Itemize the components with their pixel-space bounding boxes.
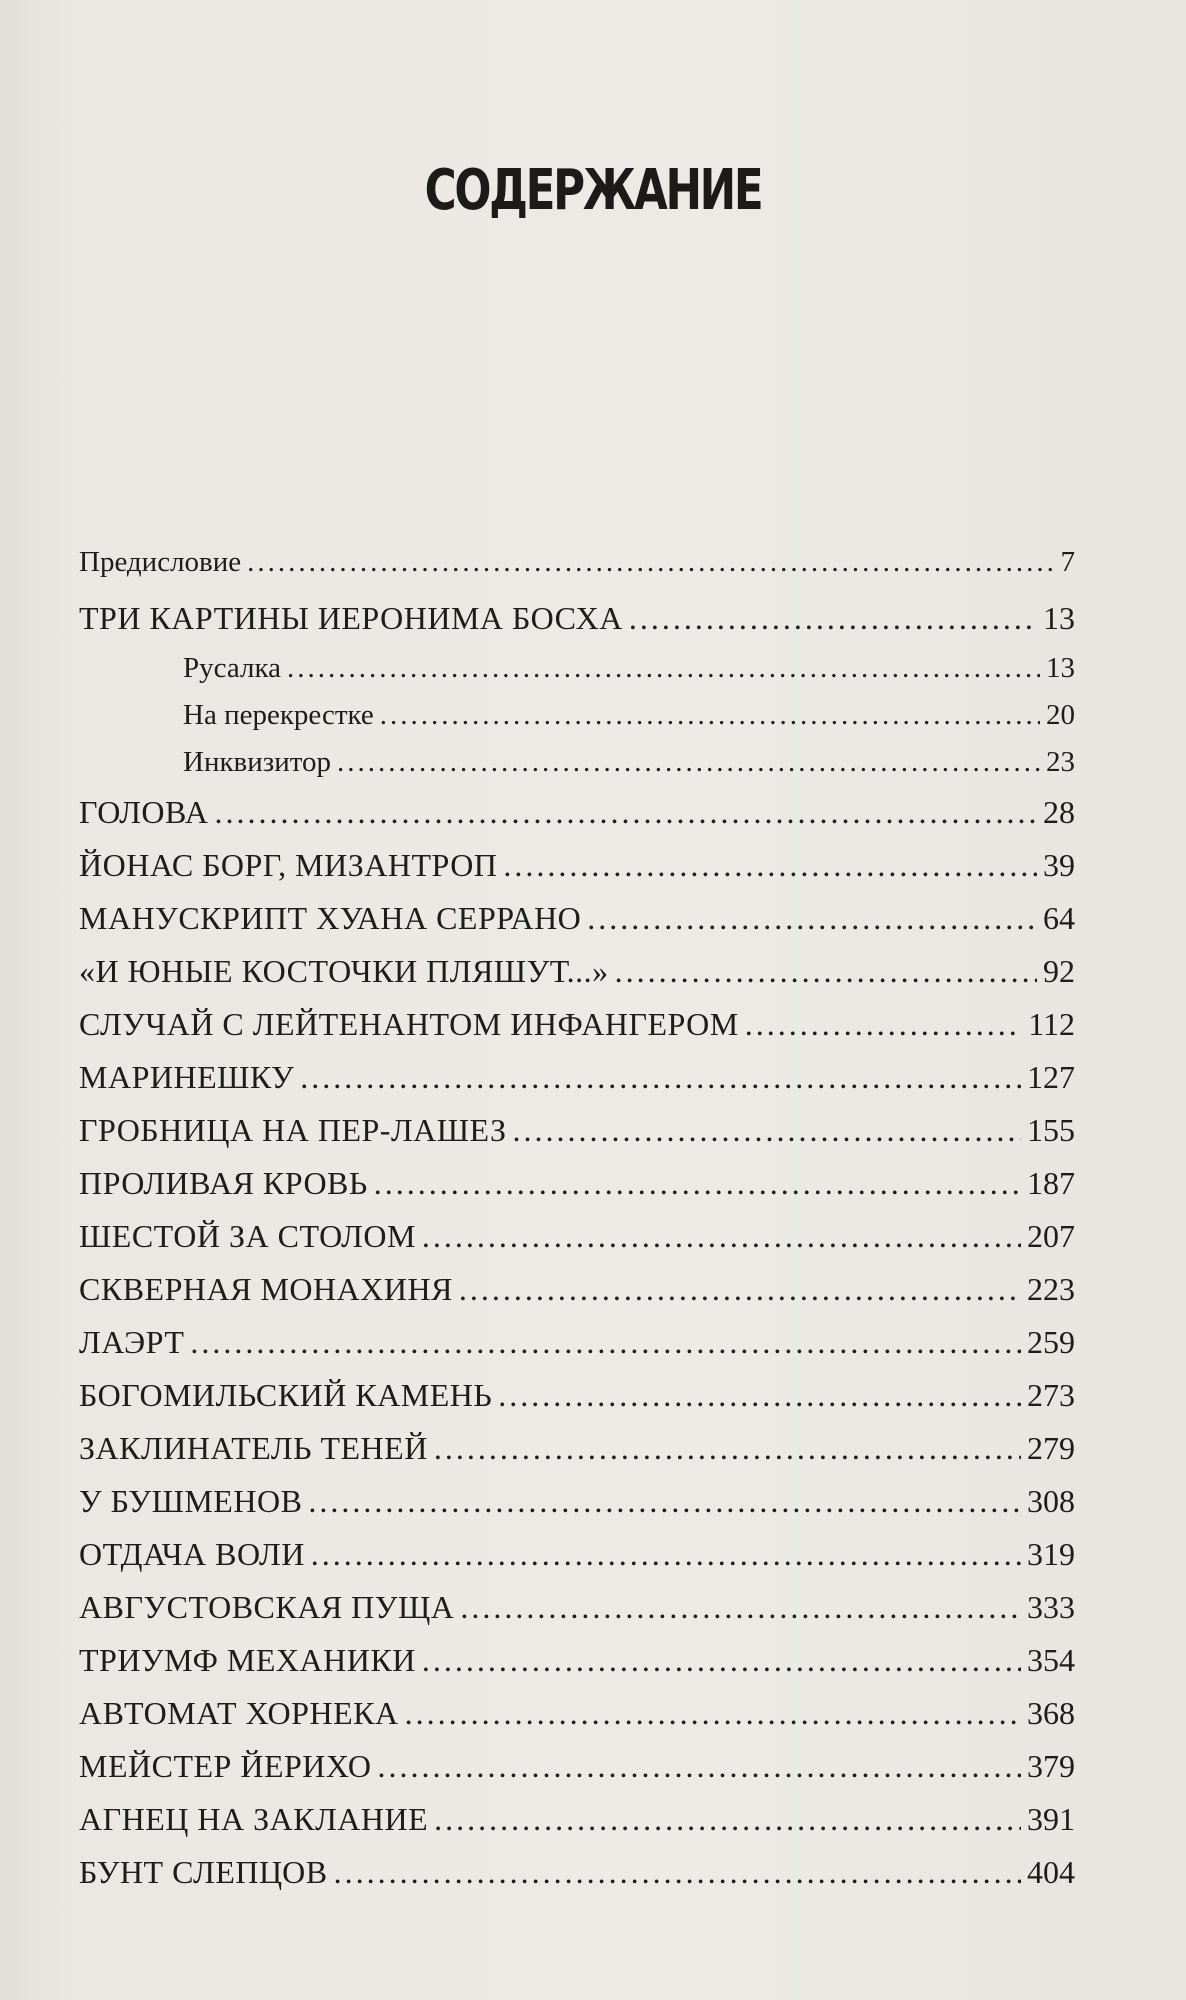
toc-entry bbox=[79, 1157, 1075, 1210]
toc-entry-page: 7 bbox=[1060, 546, 1075, 578]
toc-entry-page: 207 bbox=[1027, 1218, 1075, 1254]
toc-entry-page: 279 bbox=[1027, 1430, 1075, 1466]
toc-entry bbox=[79, 1687, 1075, 1740]
toc-leader-dots bbox=[214, 786, 1037, 839]
toc-entry bbox=[79, 1528, 1075, 1581]
toc-leader-dots bbox=[513, 1104, 1022, 1157]
page-title: СОДЕРЖАНИЕ bbox=[424, 158, 762, 223]
toc-entry-page: 354 bbox=[1027, 1642, 1075, 1678]
toc-entry-label: МАНУСКРИПТ ХУАНА СЕРРАНО bbox=[79, 900, 582, 936]
toc-leader-dots bbox=[460, 1581, 1021, 1634]
toc-entry bbox=[79, 998, 1075, 1051]
toc-entry-label: АГНЕЦ НА ЗАКЛАНИЕ bbox=[79, 1801, 429, 1837]
toc-entry-label: ЛАЭРТ bbox=[79, 1324, 185, 1360]
toc-entry-label: МАРИНЕШКУ bbox=[79, 1059, 295, 1095]
toc-entry-page: 404 bbox=[1027, 1854, 1075, 1890]
toc-entry-page: 187 bbox=[1027, 1165, 1075, 1201]
table-of-contents bbox=[79, 532, 1075, 1899]
toc-leader-dots bbox=[422, 1210, 1021, 1263]
toc-leader-dots bbox=[615, 945, 1037, 998]
toc-leader-dots bbox=[374, 1157, 1021, 1210]
toc-leader-dots bbox=[308, 1475, 1021, 1528]
toc-leader-dots bbox=[503, 839, 1037, 892]
toc-entry-label: У БУШМЕНОВ bbox=[79, 1483, 303, 1519]
toc-leader-dots bbox=[498, 1369, 1021, 1422]
toc-entry-page: 112 bbox=[1028, 1006, 1075, 1042]
toc-entry-label: ТРИУМФ МЕХАНИКИ bbox=[79, 1642, 416, 1678]
toc-entry-page: 368 bbox=[1027, 1695, 1075, 1731]
toc-entry-label: Предисловие bbox=[79, 546, 242, 578]
toc-subentry bbox=[79, 739, 1075, 786]
toc-entry-label: ЗАКЛИНАТЕЛЬ ТЕНЕЙ bbox=[79, 1430, 428, 1466]
toc-entry-page: 379 bbox=[1027, 1748, 1075, 1784]
toc-entry-label: ОТДАЧА ВОЛИ bbox=[79, 1536, 305, 1572]
toc-entry-page: 333 bbox=[1027, 1589, 1075, 1625]
toc-entry bbox=[79, 786, 1075, 839]
toc-entry-label: ТРИ КАРТИНЫ ИЕРОНИМА БОСХА bbox=[79, 600, 623, 636]
toc-entry-page: 127 bbox=[1027, 1059, 1075, 1095]
toc-entry-page: 319 bbox=[1027, 1536, 1075, 1572]
toc-entry bbox=[79, 1369, 1075, 1422]
toc-subentry bbox=[79, 645, 1075, 692]
toc-entry-page: 223 bbox=[1027, 1271, 1075, 1307]
toc-entry-page: 39 bbox=[1043, 847, 1075, 883]
toc-entry-label: ШЕСТОЙ ЗА СТОЛОМ bbox=[79, 1218, 416, 1254]
toc-leader-dots bbox=[311, 1528, 1021, 1581]
toc-leader-dots bbox=[337, 739, 1040, 786]
toc-leader-dots bbox=[587, 892, 1037, 945]
toc-leader-dots bbox=[247, 532, 1054, 592]
toc-leader-dots bbox=[405, 1687, 1021, 1740]
toc-entry-label: АВТОМАТ ХОРНЕКА bbox=[79, 1695, 399, 1731]
toc-entry bbox=[79, 945, 1075, 998]
toc-entry-page: 64 bbox=[1043, 900, 1075, 936]
toc-entry-page: 308 bbox=[1027, 1483, 1075, 1519]
toc-leader-dots bbox=[287, 645, 1040, 692]
toc-entry bbox=[79, 1634, 1075, 1687]
toc-entry-page: 92 bbox=[1043, 953, 1075, 989]
toc-entry-label: ГОЛОВА bbox=[79, 794, 209, 830]
toc-subentry bbox=[79, 692, 1075, 739]
toc-entry bbox=[79, 1104, 1075, 1157]
toc-entry-label: БУНТ СЛЕПЦОВ bbox=[79, 1854, 328, 1890]
toc-entry bbox=[79, 1740, 1075, 1793]
toc-entry-page: 273 bbox=[1027, 1377, 1075, 1413]
toc-entry-label: БОГОМИЛЬСКИЙ КАМЕНЬ bbox=[79, 1377, 493, 1413]
toc-entry-page: 155 bbox=[1027, 1112, 1075, 1148]
toc-leader-dots bbox=[378, 1740, 1022, 1793]
toc-entry bbox=[79, 1793, 1075, 1846]
toc-entry bbox=[79, 1051, 1075, 1104]
toc-entry bbox=[79, 1316, 1075, 1369]
toc-entry-label: ПРОЛИВАЯ КРОВЬ bbox=[79, 1165, 368, 1201]
toc-leader-dots bbox=[459, 1263, 1021, 1316]
toc-entry bbox=[79, 1210, 1075, 1263]
toc-entry bbox=[79, 532, 1075, 592]
toc-entry bbox=[79, 1581, 1075, 1634]
toc-entry-label: Русалка bbox=[183, 652, 281, 684]
toc-entry bbox=[79, 839, 1075, 892]
toc-entry-page: 259 bbox=[1027, 1324, 1075, 1360]
toc-entry-page: 13 bbox=[1043, 600, 1075, 636]
toc-entry bbox=[79, 1846, 1075, 1899]
toc-leader-dots bbox=[434, 1422, 1021, 1475]
toc-leader-dots bbox=[380, 692, 1040, 739]
toc-entry-page: 391 bbox=[1027, 1801, 1075, 1837]
toc-leader-dots bbox=[434, 1793, 1021, 1846]
toc-leader-dots bbox=[300, 1051, 1021, 1104]
toc-entry-label: На перекрестке bbox=[183, 699, 374, 731]
toc-entry-label: Инквизитор bbox=[183, 746, 332, 778]
toc-entry-label: СЛУЧАЙ С ЛЕЙТЕНАНТОМ ИНФАНГЕРОМ bbox=[79, 1006, 739, 1042]
toc-entry-label: ЙОНАС БОРГ, МИЗАНТРОП bbox=[79, 847, 498, 883]
toc-entry-page: 23 bbox=[1046, 746, 1075, 778]
toc-entry bbox=[79, 1263, 1075, 1316]
toc-entry-label: «И ЮНЫЕ КОСТОЧКИ ПЛЯШУТ...» bbox=[79, 953, 609, 989]
toc-leader-dots bbox=[422, 1634, 1021, 1687]
toc-leader-dots bbox=[190, 1316, 1021, 1369]
toc-entry bbox=[79, 892, 1075, 945]
toc-leader-dots bbox=[629, 592, 1037, 645]
toc-entry bbox=[79, 592, 1075, 645]
toc-entry-page: 13 bbox=[1046, 652, 1075, 684]
toc-entry-label: СКВЕРНАЯ МОНАХИНЯ bbox=[79, 1271, 453, 1307]
toc-leader-dots bbox=[334, 1846, 1021, 1899]
toc-entry bbox=[79, 1475, 1075, 1528]
toc-entry bbox=[79, 1422, 1075, 1475]
toc-entry-label: АВГУСТОВСКАЯ ПУЩА bbox=[79, 1589, 455, 1625]
toc-entry-page: 28 bbox=[1043, 794, 1075, 830]
toc-entry-page: 20 bbox=[1046, 699, 1075, 731]
toc-entry-label: ГРОБНИЦА НА ПЕР-ЛАШЕЗ bbox=[79, 1112, 507, 1148]
toc-entry-label: МЕЙСТЕР ЙЕРИХО bbox=[79, 1748, 372, 1784]
toc-leader-dots bbox=[745, 998, 1022, 1051]
